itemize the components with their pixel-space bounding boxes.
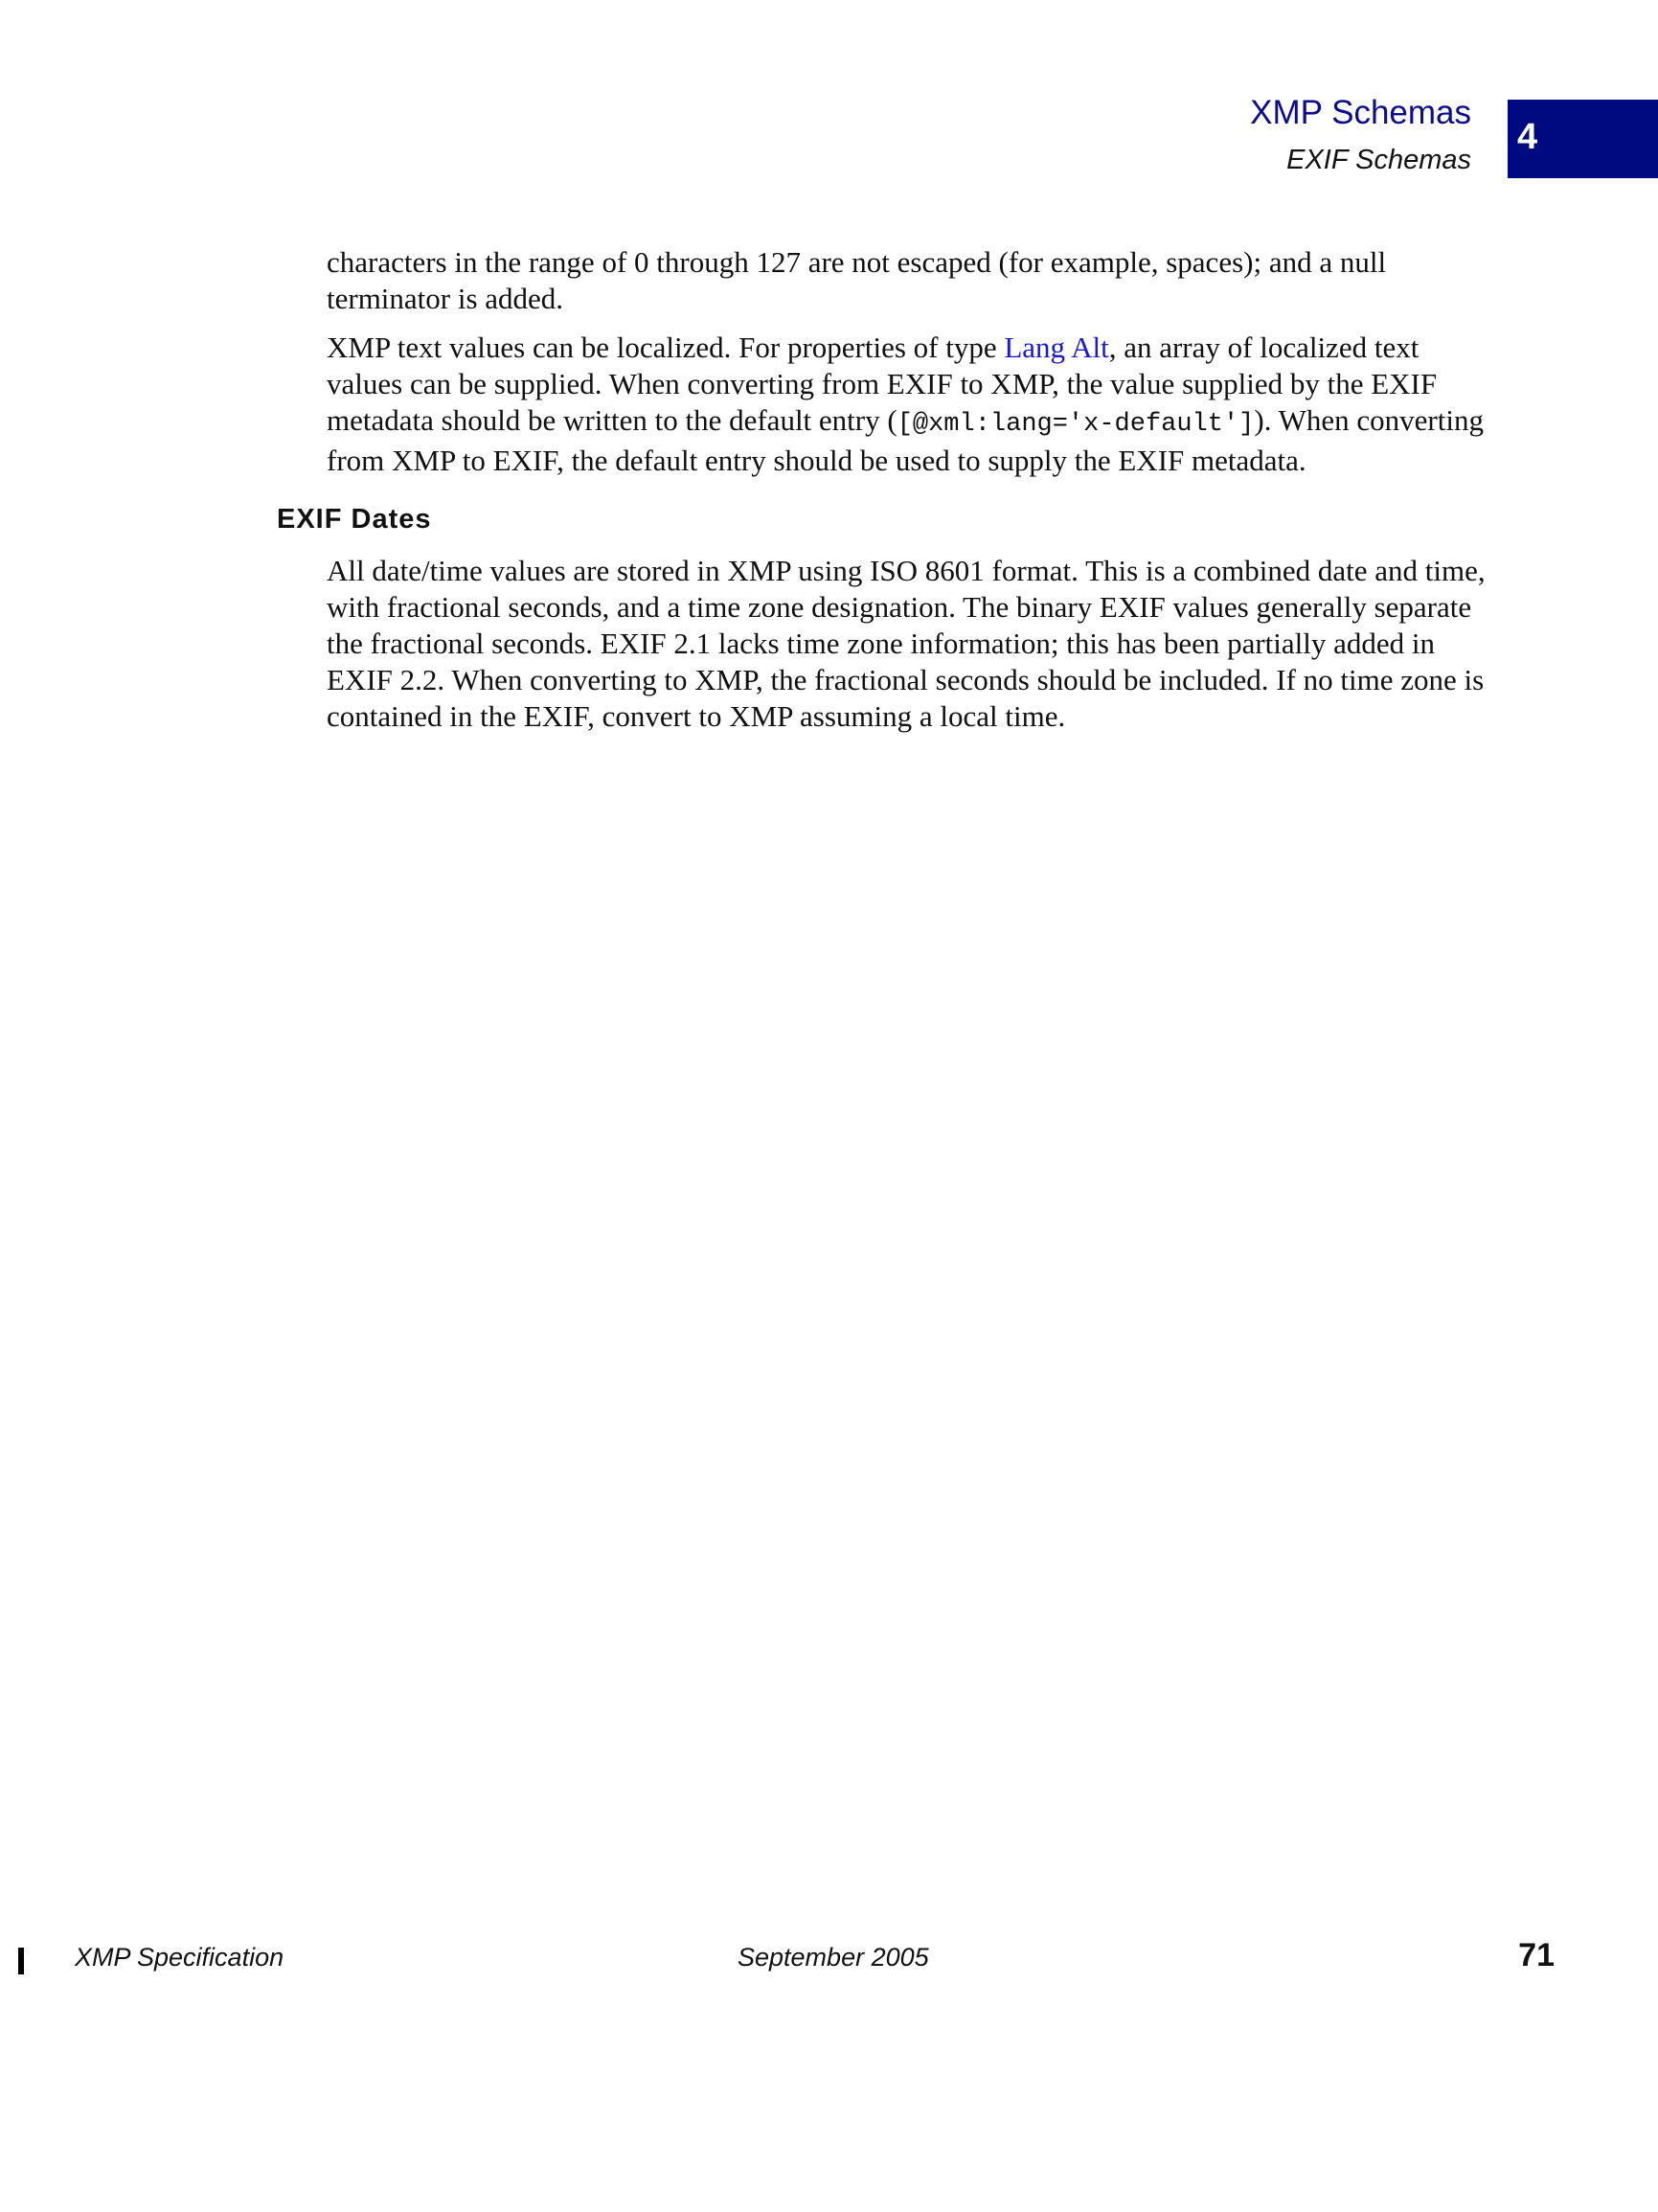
chapter-title: XMP Schemas <box>1250 94 1471 131</box>
footer-document-title: XMP Specification <box>75 1943 284 1972</box>
page-number: 71 <box>1518 1937 1555 1973</box>
paragraph-localization <box>327 330 1490 479</box>
code-snippet: [@xml:lang='x-default'] <box>897 410 1255 439</box>
footer-date: September 2005 <box>738 1943 929 1972</box>
paragraph-text: , an array of localized text values can be supplied. When converting from EXIF to XMP, the value supplied by the EXIF metadata should be written to the default entry ( <box>327 331 1438 437</box>
page-footer <box>0 1926 1658 1983</box>
section-title: EXIF Schemas <box>1286 145 1471 175</box>
page-header <box>0 0 1658 192</box>
section-heading-exif-dates: EXIF Dates <box>277 504 432 535</box>
paragraph-text: XMP text values can be localized. For properties of type <box>327 331 1005 364</box>
lang-alt-link[interactable]: Lang Alt <box>1004 331 1109 364</box>
paragraph-dates: All date/time values are stored in XMP using ISO 8601 format. This is a combined date and time, with fractional seconds, and a time zone designation. The binary EXIF values generally separate the fractional seconds. EXIF 2.1 lacks time zone information; this has been partially added in EXIF 2.2. When converting to XMP, the fractional seconds should be included. If no time zone is contained in the EXIF, convert to XMP assuming a local time. <box>327 554 1486 733</box>
paragraph-escaping: characters in the range of 0 through 127 are not escaped (for example, spaces); and a null terminator is added. <box>327 245 1387 315</box>
change-bar <box>18 1948 24 1974</box>
paragraph-text: ). When converting from XMP to EXIF, the default entry should be used to supply the EXIF metadata. <box>327 403 1484 477</box>
chapter-number-tab: 4 <box>1508 100 1658 178</box>
